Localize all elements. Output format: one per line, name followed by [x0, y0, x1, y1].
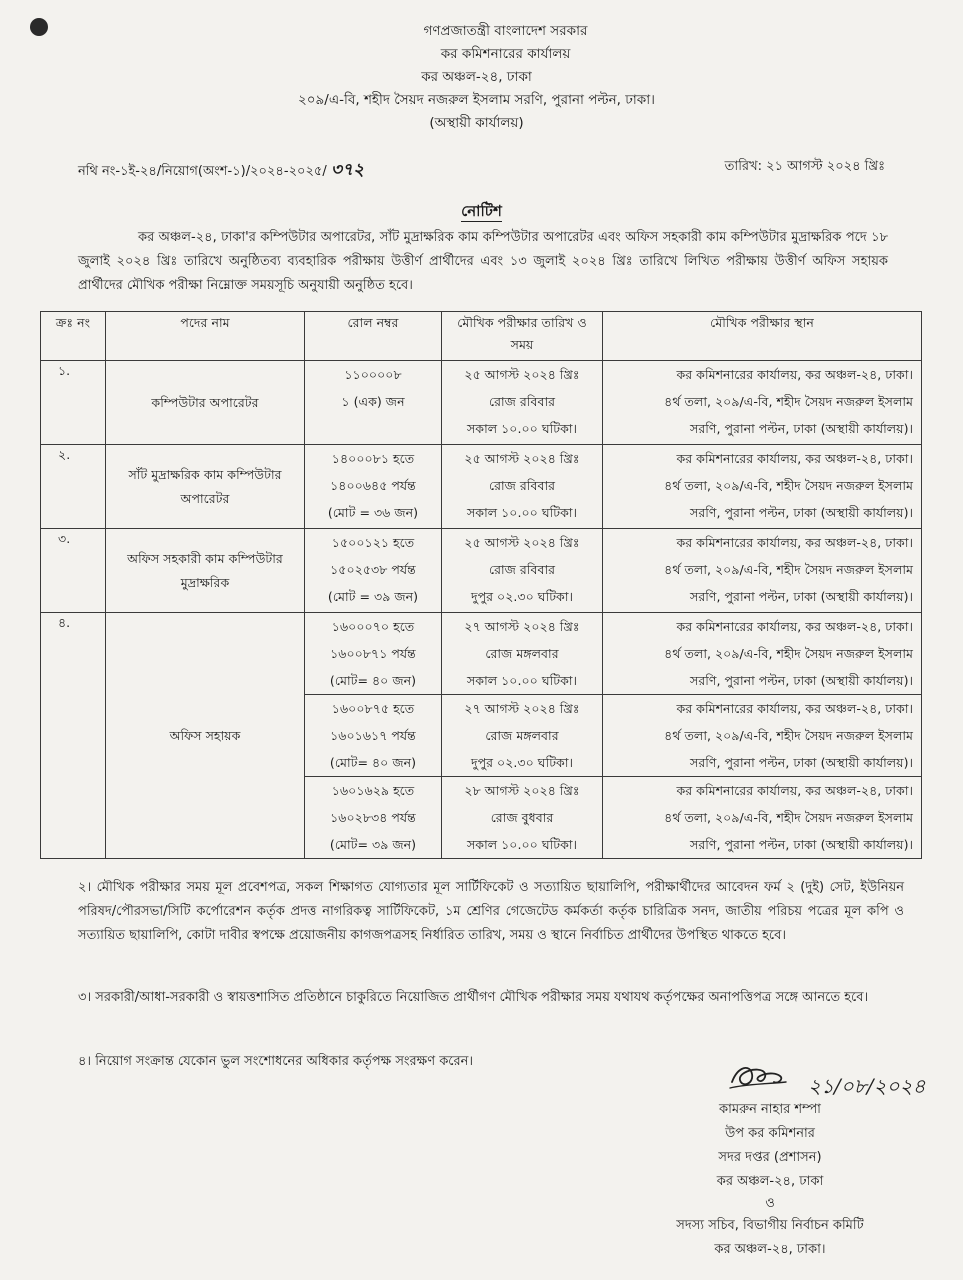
roll-range-cell — [305, 695, 442, 777]
interview-venue-line: কর কমিশনারের কার্যালয়, কর অঞ্চল-২৪, ঢাকা। — [676, 701, 913, 716]
header-post: পদের নাম — [106, 312, 305, 361]
header-temporary: (অস্থায়ী কার্যালয়) — [429, 115, 524, 131]
roll-range-line: ১৬০১৬২৯ হতে — [331, 783, 415, 798]
interview-venue-cell — [603, 777, 922, 859]
letterhead — [0, 20, 963, 135]
interview-venue-line: কর কমিশনারের কার্যালয়, কর অঞ্চল-২৪, ঢাকা। — [676, 451, 913, 466]
paragraph-2: ২। মৌখিক পরীক্ষার সময় মূল প্রবেশপত্র, সকল শিক্ষাগত যোগ্যতার মূল সার্টিফিকেট ও সত্যায়িত ছায়ালিপি, পরীক্ষার্থীদের আবেদন ফর্ম ২ (দুই) সেট, ইউনিয়ন পরিষদ/পৌরসভা/সিটি কর্পোরেশন কর্তৃক প্রদত্ত নাগরিকত্ব সার্টিফিকেট, ১ম শ্রেণির গেজেটেড কর্মকর্তা কর্তৃক চারিত্রিক সনদ, জাতীয় পরিচয় পত্রের মূল কপি ও সত্যায়িত ছায়ালিপি, কোটা দাবীর স্বপক্ষে প্রয়োজনীয় কাগজপত্রসহ নির্ধারিত তারিখ, সময় ও স্থানে নির্বাচিত প্রার্থীদের উপস্থিত থাকতে হবে। — [78, 880, 904, 943]
interview-venue-cell — [603, 613, 922, 695]
signatory-and: ও — [765, 1196, 775, 1211]
serial-cell — [41, 613, 106, 859]
schedule-table — [40, 311, 922, 859]
interview-time-line: সকাল ১০.০০ ঘটিকা। — [466, 837, 578, 852]
interview-venue-line: কর কমিশনারের কার্যালয়, কর অঞ্চল-২৪, ঢাকা। — [676, 367, 913, 382]
notice-title — [0, 200, 963, 225]
roll-range-cell — [305, 445, 442, 529]
interview-time-cell — [442, 361, 603, 445]
header-zone: কর অঞ্চল-২৪, ঢাকা — [421, 69, 532, 85]
paragraph-4: ৪। নিয়োগ সংক্রান্ত যেকোন ভুল সংশোধনের অধিকার কর্তৃপক্ষ সংরক্ষণ করেন। — [78, 1054, 474, 1069]
serial-cell — [41, 445, 106, 529]
roll-range-line: ১৬০০৮৭৫ হতে — [331, 701, 415, 716]
table-row — [41, 529, 922, 613]
interview-venue-cell — [603, 695, 922, 777]
header-office: কর কমিশনারের কার্যালয় — [440, 46, 571, 62]
interview-time-line: রোজ বুধবার — [490, 810, 554, 825]
roll-range-line: (মোট= ৩৯ জন) — [329, 837, 417, 852]
table-header-row — [41, 312, 922, 361]
roll-range-line — [309, 415, 437, 442]
interview-venue-line: ৪র্থ তলা, ২০৯/এ-বি, শহীদ সৈয়দ নজরুল ইসলাম — [664, 728, 913, 743]
interview-time-line: রোজ মঙ্গলবার — [485, 646, 559, 661]
roll-range-line: (মোট = ৩৯ জন) — [327, 589, 419, 604]
interview-venue-line: ৪র্থ তলা, ২০৯/এ-বি, শহীদ সৈয়দ নজরুল ইসলাম — [664, 646, 913, 661]
post-name: কম্পিউটার অপারেটর — [106, 361, 305, 445]
interview-venue-line: ৪র্থ তলা, ২০৯/এ-বি, শহীদ সৈয়দ নজরুল ইসলাম — [664, 394, 913, 409]
interview-time-line: দুপুর ০২.৩০ ঘটিকা। — [470, 589, 574, 604]
reference-number — [78, 157, 364, 185]
post-name: অফিস সহায়ক — [106, 613, 305, 859]
signature-block — [620, 1098, 920, 1262]
signatory-office: সদর দপ্তর (প্রশাসন) — [718, 1150, 822, 1165]
roll-range-cell — [305, 361, 442, 445]
interview-time-line: ২৭ আগস্ট ২০২৪ খ্রিঃ — [464, 619, 580, 634]
roll-range-cell — [305, 777, 442, 859]
interview-time-cell — [442, 777, 603, 859]
interview-venue-cell — [603, 361, 922, 445]
header-sl: ক্রঃ নং — [41, 312, 106, 361]
interview-venue-cell — [603, 445, 922, 529]
interview-venue-line: সরণি, পুরানা পল্টন, ঢাকা (অস্থায়ী কার্যালয়)। — [690, 673, 913, 688]
issue-date: তারিখ: ২১ আগস্ট ২০২৪ খ্রিঃ — [724, 159, 885, 174]
signatory-designation: উপ কর কমিশনার — [725, 1126, 815, 1141]
interview-time-cell — [442, 529, 603, 613]
interview-time-line: সকাল ১০.০০ ঘটিকা। — [466, 673, 578, 688]
reference-label: নথি নং-১ই-২৪/নিয়োগ(অংশ-১)/২০২৪-২০২৫/ — [78, 164, 327, 179]
interview-venue-line: ৪র্থ তলা, ২০৯/এ-বি, শহীদ সৈয়দ নজরুল ইসলাম — [664, 562, 913, 577]
interview-time-cell — [442, 695, 603, 777]
interview-venue-line: ৪র্থ তলা, ২০৯/এ-বি, শহীদ সৈয়দ নজরুল ইসলাম — [664, 810, 913, 825]
header-roll: রোল নম্বর — [305, 312, 442, 361]
roll-range-line: (মোট= ৪০ জন) — [329, 673, 417, 688]
signatory-zone-2: কর অঞ্চল-২৪, ঢাকা। — [714, 1242, 826, 1257]
roll-range-cell — [305, 613, 442, 695]
interview-venue-line: ৪র্থ তলা, ২০৯/এ-বি, শহীদ সৈয়দ নজরুল ইসলাম — [664, 478, 913, 493]
signatory-zone: কর অঞ্চল-২৪, ঢাকা — [716, 1174, 824, 1189]
interview-time-line: রোজ রবিবার — [488, 478, 556, 493]
table-row — [41, 445, 922, 529]
serial-number: ৩. — [58, 531, 71, 546]
paragraph-3: ৩। সরকারী/আধা-সরকারী ও স্বায়ত্তশাসিত প্রতিষ্ঠানে চাকুরিতে নিয়োজিত প্রার্থীগণ মৌখিক পরীক্ষার সময় যথাযথ কর্তৃপক্ষের অনাপত্তিপত্র সঙ্গে আনতে হবে। — [78, 990, 869, 1005]
roll-range-line: ১৫০২৫৩৮ পর্যন্ত — [330, 562, 416, 577]
interview-venue-line: কর কমিশনারের কার্যালয়, কর অঞ্চল-২৪, ঢাকা। — [676, 535, 913, 550]
interview-time-line: দুপুর ০২.৩০ ঘটিকা। — [470, 755, 574, 770]
serial-cell — [41, 529, 106, 613]
intro-paragraph: কর অঞ্চল-২৪, ঢাকা'র কম্পিউটার অপারেটর, সাঁট মুদ্রাক্ষরিক কাম কম্পিউটার অপারেটর এবং অফিস সহকারী কাম কম্পিউটার মুদ্রাক্ষরিক পদে ১৮ জুলাই ২০২৪ খ্রিঃ তারিখে অনুষ্ঠিতব্য ব্যবহারিক পরীক্ষায় উত্তীর্ণ প্রার্থীদের এবং ১৩ জুলাই ২০২৪ খ্রিঃ তারিখে লিখিত পরীক্ষায় উত্তীর্ণ অফিস সহায়ক প্রার্থীদের মৌখিক পরীক্ষা নিম্নোক্ত সময়সূচি অনুযায়ী অনুষ্ঠিত হবে। — [78, 230, 888, 293]
interview-time-line: ২৮ আগস্ট ২০২৪ খ্রিঃ — [464, 783, 580, 798]
serial-number: ১. — [58, 363, 71, 378]
header-time: মৌখিক পরীক্ষার তারিখ ও সময় — [442, 312, 603, 361]
header-govt: গণপ্রজাতন্ত্রী বাংলাদেশ সরকার — [423, 23, 588, 39]
header-venue: মৌখিক পরীক্ষার স্থান — [603, 312, 922, 361]
signatory-name: কামরুন নাহার শম্পা — [719, 1102, 821, 1117]
signature-date: ২১/০৮/২০২৪ — [808, 1074, 926, 1098]
interview-venue-line: সরণি, পুরানা পল্টন, ঢাকা (অস্থায়ী কার্যালয়)। — [690, 421, 913, 436]
interview-venue-line: সরণি, পুরানা পল্টন, ঢাকা (অস্থায়ী কার্যালয়)। — [690, 505, 913, 520]
interview-venue-line: সরণি, পুরানা পল্টন, ঢাকা (অস্থায়ী কার্যালয়)। — [690, 837, 913, 852]
roll-range-line: ১৬০২৮৩৪ পর্যন্ত — [330, 810, 416, 825]
interview-venue-cell — [603, 529, 922, 613]
roll-range-line: ১৬০০০৭০ হতে — [331, 619, 415, 634]
interview-venue-line: সরণি, পুরানা পল্টন, ঢাকা (অস্থায়ী কার্যালয়)। — [690, 755, 913, 770]
roll-range-line: ১৬০১৬১৭ পর্যন্ত — [330, 728, 416, 743]
signatory-role: সদস্য সচিব, বিভাগীয় নির্বাচন কমিটি — [676, 1218, 864, 1233]
table-row — [41, 361, 922, 445]
interview-time-line: ২৫ আগস্ট ২০২৪ খ্রিঃ — [464, 367, 580, 382]
interview-venue-line: সরণি, পুরানা পল্টন, ঢাকা (অস্থায়ী কার্যালয়)। — [690, 589, 913, 604]
roll-range-line: (মোট = ৩৬ জন) — [327, 505, 419, 520]
serial-number: ২. — [58, 447, 71, 462]
interview-time-line: ২৫ আগস্ট ২০২৪ খ্রিঃ — [464, 451, 580, 466]
interview-time-cell — [442, 613, 603, 695]
interview-time-line: রোজ রবিবার — [488, 562, 556, 577]
table-row — [41, 613, 922, 695]
header-address: ২০৯/এ-বি, শহীদ সৈয়দ নজরুল ইসলাম সরণি, পুরানা পল্টন, ঢাকা। — [297, 92, 655, 108]
post-name: অফিস সহকারী কাম কম্পিউটার মুদ্রাক্ষরিক — [106, 529, 305, 613]
signature-scribble-icon — [728, 1058, 788, 1092]
roll-range-line: ১৪০০০৮১ হতে — [331, 451, 415, 466]
roll-range-line: ১ (এক) জন — [341, 394, 405, 409]
serial-number: ৪. — [58, 615, 71, 630]
interview-time-line: ২৫ আগস্ট ২০২৪ খ্রিঃ — [464, 535, 580, 550]
interview-time-cell — [442, 445, 603, 529]
interview-venue-line: কর কমিশনারের কার্যালয়, কর অঞ্চল-২৪, ঢাকা। — [676, 783, 913, 798]
post-name: সাঁট মুদ্রাক্ষরিক কাম কম্পিউটার অপারেটর — [106, 445, 305, 529]
roll-range-line: (মোট= ৪০ জন) — [329, 755, 417, 770]
interview-venue-line: কর কমিশনারের কার্যালয়, কর অঞ্চল-২৪, ঢাকা। — [676, 619, 913, 634]
roll-range-line: ১৬০০৮৭১ পর্যন্ত — [330, 646, 416, 661]
roll-range-cell — [305, 529, 442, 613]
roll-range-line: ১১০০০০৮ — [344, 367, 402, 382]
notice-title-text: নোটিশ — [461, 202, 502, 220]
handwritten-number: ৩৭২ — [330, 160, 365, 180]
interview-time-line: ২৭ আগস্ট ২০২৪ খ্রিঃ — [464, 701, 580, 716]
interview-time-line: সকাল ১০.০০ ঘটিকা। — [466, 505, 578, 520]
interview-time-line: সকাল ১০.০০ ঘটিকা। — [466, 421, 578, 436]
roll-range-line: ১৫০০১২১ হতে — [331, 535, 415, 550]
interview-time-line: রোজ রবিবার — [488, 394, 556, 409]
serial-cell — [41, 361, 106, 445]
interview-time-line: রোজ মঙ্গলবার — [485, 728, 559, 743]
roll-range-line: ১৪০০৬৪৫ পর্যন্ত — [330, 478, 416, 493]
